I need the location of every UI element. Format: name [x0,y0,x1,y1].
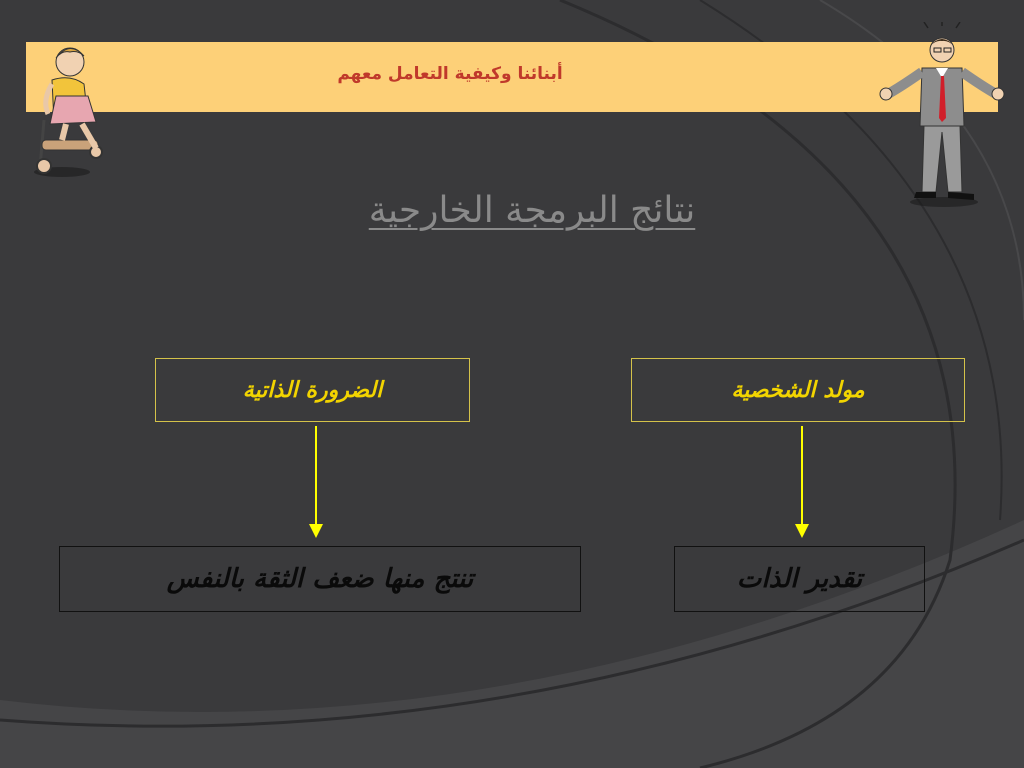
arrow-down-left [306,426,326,542]
girl-scooter-clipart [22,40,122,180]
slide-title: نتائج البرمجة الخارجية [368,190,696,231]
box-low-self-confidence: تنتج منها ضعف الثقة بالنفس [59,546,581,612]
arrow-down-right [792,426,812,542]
man-shrugging-clipart [878,22,1018,212]
header-title: أبنائنا وكيفية التعامل معهم [337,64,563,84]
box-self-necessity: الضرورة الذاتية [155,358,470,422]
box-self-esteem: تقدير الذات [674,546,925,612]
box-personality-generator: مولد الشخصية [631,358,965,422]
